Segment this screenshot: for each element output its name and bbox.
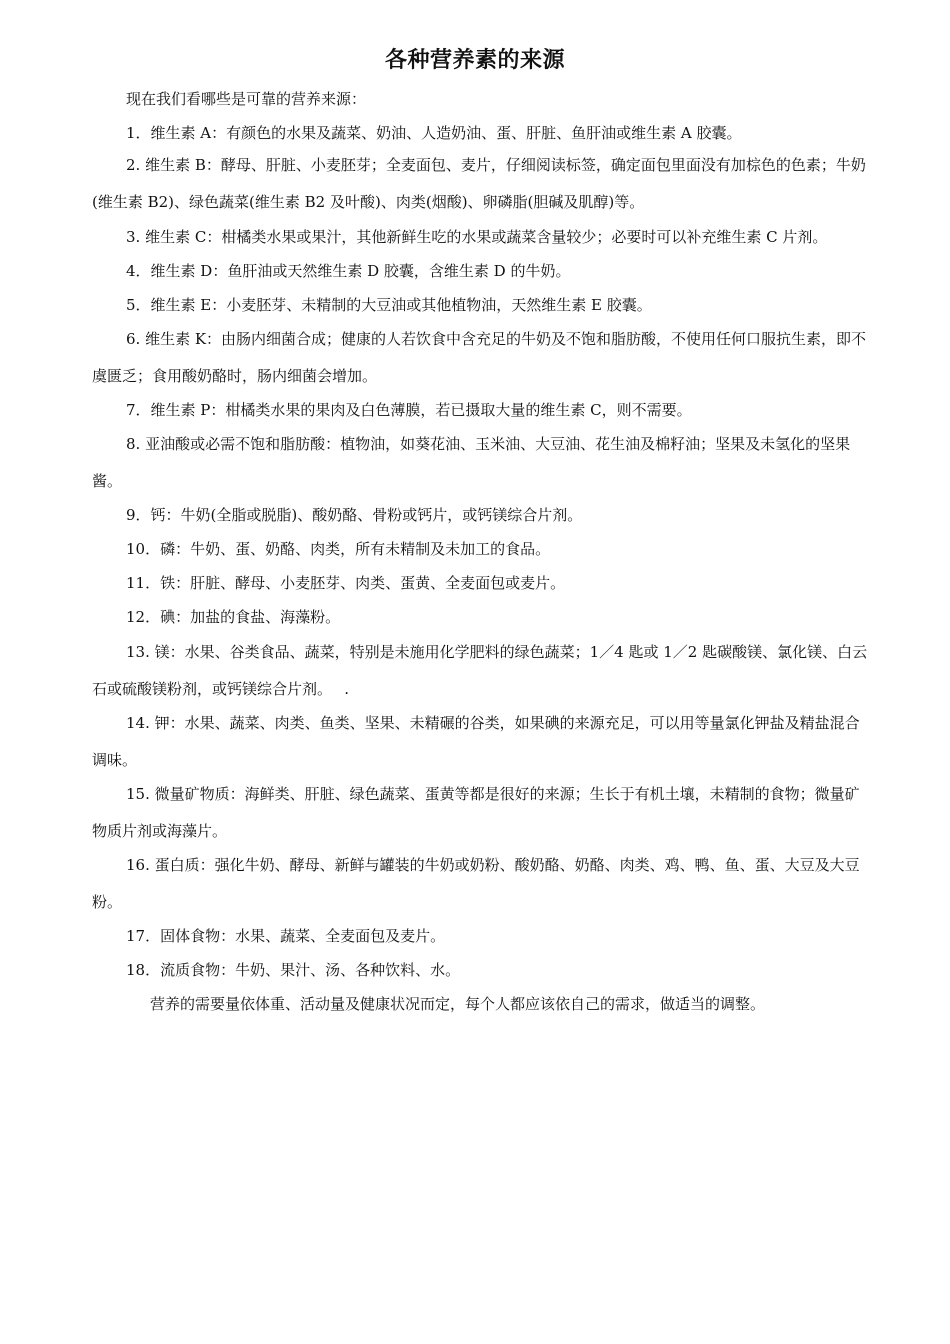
item-vitamin-d: 4．维生素 D：鱼肝油或天然维生素 D 胶囊，含维生素 D 的牛奶。 <box>126 262 571 280</box>
item-solid-food: 17．固体食物：水果、蔬菜、全麦面包及麦片。 <box>126 927 446 945</box>
item-potassium: 14. 钾：水果、蔬菜、肉类、鱼类、坚果、未精碾的谷类，如果碘的来源充足，可以用等量氯化钾盐及精盐混合调味。 <box>92 714 860 769</box>
item-liquid-food: 18．流质食物：牛奶、果汁、汤、各种饮料、水。 <box>126 961 461 979</box>
item-vitamin-e: 5．维生素 E：小麦胚芽、未精制的大豆油或其他植物油，天然维生素 E 胶囊。 <box>126 296 652 314</box>
item-vitamin-c: 3. 维生素 C：柑橘类水果或果汁，其他新鲜生吃的水果或蔬菜含量较少；必要时可以补充维生素 C 片剂。 <box>126 228 828 246</box>
item-vitamin-a: 1．维生素 A：有颜色的水果及蔬菜、奶油、人造奶油、蛋、肝脏、鱼肝油或维生素 A 胶囊。 <box>126 124 742 142</box>
item-iodine: 12．碘：加盐的食盐、海藻粉。 <box>126 608 341 626</box>
item-iron: 11．铁：肝脏、酵母、小麦胚芽、肉类、蛋黄、全麦面包或麦片。 <box>126 574 566 592</box>
item-magnesium: 13. 镁：水果、谷类食品、蔬菜，特别是未施用化学肥料的绿色蔬菜；1／4 匙或 1／2 匙碳酸镁、氯化镁、白云石或硫酸镁粉剂，或钙镁综合片剂。 . <box>92 643 868 698</box>
item-vitamin-p: 7．维生素 P：柑橘类水果的果肉及白色薄膜，若已摄取大量的维生素 C，则不需要。 <box>126 401 692 419</box>
item-vitamin-b: 2. 维生素 B：酵母、肝脏、小麦胚芽；全麦面包、麦片，仔细阅读标签，确定面包里面没有加棕色的色素；牛奶(维生素 B2)、绿色蔬菜(维生素 B2 及叶酸)、肉类(烟酸)、卵磷脂(胆碱及肌醇)等。 <box>92 156 866 211</box>
intro-paragraph: 现在我们看哪些是可靠的营养来源： <box>126 90 367 108</box>
item-trace-minerals: 15. 微量矿物质：海鲜类、肝脏、绿色蔬菜、蛋黄等都是很好的来源；生长于有机土壤，未精制的食物；微量矿物质片剂或海藻片。 <box>92 785 860 840</box>
document-title: 各种营养素的来源 <box>384 48 565 73</box>
item-phosphorus: 10．磷：牛奶、蛋、奶酪、肉类，所有未精制及未加工的食品。 <box>126 540 551 558</box>
item-calcium: 9．钙：牛奶(全脂或脱脂)、酸奶酪、骨粉或钙片，或钙镁综合片剂。 <box>126 506 583 524</box>
item-vitamin-k: 6. 维生素 K：由肠内细菌合成；健康的人若饮食中含充足的牛奶及不饱和脂肪酸，不使用任何口服抗生素，即不虞匮乏；食用酸奶酪时，肠内细菌会增加。 <box>92 330 867 385</box>
closing-paragraph: 营养的需要量依体重、活动量及健康状况而定，每个人都应该依自己的需求，做适当的调整。 <box>150 995 766 1013</box>
item-protein: 16. 蛋白质：强化牛奶、酵母、新鲜与罐装的牛奶或奶粉、酸奶酪、奶酪、肉类、鸡、鸭、鱼、蛋、大豆及大豆粉。 <box>92 856 860 911</box>
item-linoleic-acid: 8. 亚油酸或必需不饱和脂肪酸：植物油，如葵花油、玉米油、大豆油、花生油及棉籽油；坚果及未氢化的坚果酱。 <box>92 435 851 490</box>
